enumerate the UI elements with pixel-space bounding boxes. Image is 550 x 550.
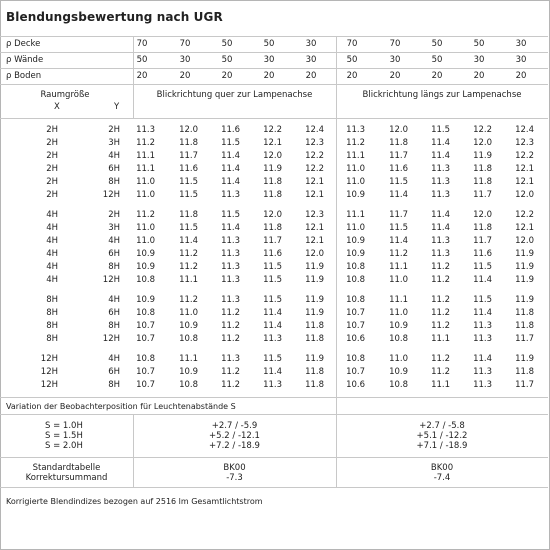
reflectance-value: 30 (473, 55, 485, 65)
ugr-value: 10.7 (136, 367, 155, 377)
ugr-value: 11.3 (221, 190, 240, 200)
row-x-value: 2H (46, 177, 58, 187)
ugr-value: 11.2 (221, 367, 240, 377)
ugr-value: 11.3 (221, 262, 240, 272)
ugr-value: 11.6 (473, 249, 492, 259)
ugr-value: 11.8 (305, 380, 324, 390)
row-y-value: 2H (108, 125, 120, 135)
reflectance-value: 20 (515, 71, 527, 81)
reflectance-value: 20 (473, 71, 485, 81)
ugr-value: 11.9 (263, 164, 282, 174)
ugr-value: 10.8 (389, 380, 408, 390)
ugr-value: 11.2 (221, 380, 240, 390)
ugr-value: 11.9 (305, 295, 324, 305)
ugr-value: 10.7 (346, 308, 365, 318)
reflectance-value: 50 (431, 39, 443, 49)
standard-table-label: Standardtabelle (32, 463, 101, 473)
row-y-value: 6H (108, 249, 120, 259)
ugr-value: 11.8 (179, 210, 198, 220)
ugr-value: 11.8 (305, 367, 324, 377)
ugr-value: 12.1 (263, 138, 282, 148)
row-x-value: 8H (46, 321, 58, 331)
ugr-value: 11.2 (431, 308, 450, 318)
ugr-value: 11.5 (431, 125, 450, 135)
ugr-value: 11.9 (305, 308, 324, 318)
ugr-value: 11.9 (515, 295, 534, 305)
ugr-value: 11.0 (136, 223, 155, 233)
variation-divider (0, 457, 548, 458)
ugr-value: 11.6 (179, 164, 198, 174)
ugr-value: 10.8 (179, 334, 198, 344)
ugr-value: 11.8 (305, 334, 324, 344)
ugr-value: 11.3 (473, 334, 492, 344)
standard-table-along: BK00 (430, 463, 454, 473)
ugr-value: 11.5 (473, 295, 492, 305)
ugr-value: 11.8 (179, 138, 198, 148)
row-x-value: 8H (46, 295, 58, 305)
ugr-value: 10.8 (389, 334, 408, 344)
row-x-value: 12H (40, 367, 58, 377)
x-header: X (54, 102, 60, 112)
reflectance-value: 20 (305, 71, 317, 81)
ugr-value: 11.5 (221, 210, 240, 220)
ugr-value: 12.3 (305, 210, 324, 220)
ugr-value: 10.9 (179, 321, 198, 331)
reflectance-value: 50 (221, 55, 233, 65)
ugr-value: 12.0 (263, 210, 282, 220)
ugr-value: 11.4 (431, 151, 450, 161)
row-divider (0, 68, 548, 69)
reflectance-value: 20 (431, 71, 443, 81)
ugr-value: 11.4 (431, 138, 450, 148)
reflectance-label: ρ Wände (6, 55, 44, 65)
ugr-value: 12.1 (305, 236, 324, 246)
reflectance-value: 50 (221, 39, 233, 49)
reflectance-value: 70 (346, 39, 358, 49)
ugr-value: 10.6 (346, 334, 365, 344)
ugr-value: 11.9 (515, 262, 534, 272)
row-y-value: 4H (108, 295, 120, 305)
ugr-value: 12.1 (515, 177, 534, 187)
ugr-value: 11.3 (263, 380, 282, 390)
ugr-value: 11.7 (515, 334, 534, 344)
ugr-value: 10.7 (136, 334, 155, 344)
ugr-value: 11.2 (221, 308, 240, 318)
ugr-value: 11.0 (136, 236, 155, 246)
ugr-value: 11.5 (473, 262, 492, 272)
ugr-value: 11.7 (389, 210, 408, 220)
row-y-value: 2H (108, 210, 120, 220)
row-x-value: 2H (46, 190, 58, 200)
ugr-value: 10.8 (136, 308, 155, 318)
reflectance-value: 30 (515, 55, 527, 65)
reflectance-value: 30 (389, 55, 401, 65)
ugr-value: 11.1 (389, 295, 408, 305)
ugr-value: 11.1 (136, 151, 155, 161)
ugr-value: 12.0 (515, 190, 534, 200)
ugr-value: 11.2 (389, 249, 408, 259)
ugr-value: 11.2 (179, 295, 198, 305)
row-divider (0, 52, 548, 53)
ugr-value: 11.8 (473, 177, 492, 187)
ugr-value: 11.8 (515, 321, 534, 331)
ugr-value: 11.4 (221, 177, 240, 187)
variation-cross-value: +7.2 / -18.9 (209, 441, 260, 451)
ugr-value: 12.2 (515, 151, 534, 161)
ugr-value: 11.1 (136, 164, 155, 174)
ugr-value: 10.8 (179, 380, 198, 390)
ugr-value: 11.1 (389, 262, 408, 272)
ugr-value: 12.1 (305, 223, 324, 233)
row-x-value: 8H (46, 308, 58, 318)
ugr-value: 11.7 (515, 380, 534, 390)
standard-divider (0, 487, 548, 488)
ugr-value: 11.9 (515, 354, 534, 364)
row-y-value: 12H (102, 334, 120, 344)
reflectance-value: 50 (346, 55, 358, 65)
ugr-value: 11.5 (263, 354, 282, 364)
table-bottom-divider (0, 397, 548, 398)
standard-table-cross: BK00 (223, 463, 246, 473)
correction-along: -7.4 (433, 473, 451, 483)
row-y-value: 4H (108, 354, 120, 364)
reflectance-value: 20 (346, 71, 358, 81)
ugr-value: 10.7 (346, 321, 365, 331)
ugr-value: 11.5 (389, 177, 408, 187)
ugr-value: 11.2 (136, 138, 155, 148)
ugr-value: 11.3 (431, 177, 450, 187)
ugr-value: 12.0 (515, 236, 534, 246)
ugr-value: 11.8 (473, 223, 492, 233)
reflectance-value: 50 (136, 55, 148, 65)
variation-along-value: +2.7 / -5.8 (419, 421, 465, 431)
ugr-value: 11.0 (346, 177, 365, 187)
ugr-value: 11.3 (431, 164, 450, 174)
reflectance-value: 50 (263, 39, 275, 49)
row-y-value: 6H (108, 164, 120, 174)
ugr-value: 11.4 (389, 236, 408, 246)
variation-along-value: +5.1 / -12.2 (416, 431, 468, 441)
row-x-value: 4H (46, 275, 58, 285)
ugr-value: 11.4 (431, 223, 450, 233)
ugr-value: 11.5 (263, 275, 282, 285)
ugr-value: 11.4 (473, 354, 492, 364)
ugr-value: 11.8 (305, 321, 324, 331)
ugr-value: 10.7 (346, 367, 365, 377)
reflectance-value: 70 (389, 39, 401, 49)
row-x-value: 4H (46, 262, 58, 272)
ugr-value: 10.9 (346, 190, 365, 200)
ugr-value: 12.1 (515, 223, 534, 233)
reflectance-value: 20 (136, 71, 148, 81)
direction-along-header: Blickrichtung längs zur Lampenachse (362, 90, 522, 100)
correction-label: Korrektursummand (25, 473, 108, 483)
ugr-value: 11.0 (389, 275, 408, 285)
ugr-value: 12.0 (263, 151, 282, 161)
ugr-value: 11.7 (473, 236, 492, 246)
ugr-value: 11.0 (389, 354, 408, 364)
title-divider (0, 36, 548, 37)
variation-cross-value: +5.2 / -12.1 (209, 431, 260, 441)
row-x-value: 2H (46, 138, 58, 148)
ugr-value: 11.4 (221, 223, 240, 233)
ugr-value: 12.3 (305, 138, 324, 148)
row-x-value: 12H (40, 354, 58, 364)
ugr-value: 11.8 (473, 164, 492, 174)
ugr-value: 11.3 (221, 236, 240, 246)
reflectance-value: 70 (179, 39, 191, 49)
ugr-value: 11.7 (473, 190, 492, 200)
reflectance-label: ρ Boden (6, 71, 42, 81)
ugr-value: 11.5 (389, 223, 408, 233)
reflectance-value: 70 (136, 39, 148, 49)
row-x-value: 2H (46, 151, 58, 161)
row-y-value: 6H (108, 367, 120, 377)
reflectance-value: 20 (263, 71, 275, 81)
row-y-value: 4H (108, 236, 120, 246)
ugr-value: 12.2 (515, 210, 534, 220)
spacing-label: S = 2.0H (45, 441, 83, 451)
row-y-value: 6H (108, 308, 120, 318)
ugr-value: 11.3 (431, 236, 450, 246)
reflectance-value: 30 (515, 39, 527, 49)
reflectance-value: 30 (179, 55, 191, 65)
ugr-value: 11.8 (389, 138, 408, 148)
ugr-value: 11.8 (263, 177, 282, 187)
ugr-value: 11.9 (473, 151, 492, 161)
ugr-value: 11.3 (431, 190, 450, 200)
ugr-value: 11.2 (136, 210, 155, 220)
ugr-value: 11.1 (179, 354, 198, 364)
ugr-value: 11.3 (221, 275, 240, 285)
half-divider (336, 36, 337, 487)
row-x-value: 2H (46, 164, 58, 174)
ugr-value: 11.4 (263, 308, 282, 318)
room-size-header: Raumgröße (40, 90, 90, 100)
row-x-value: 4H (46, 236, 58, 246)
ugr-value: 11.3 (346, 125, 365, 135)
variation-caption: Variation der Beobachterposition für Leuchtenabstände S (6, 402, 236, 411)
ugr-value: 11.2 (431, 275, 450, 285)
ugr-value: 11.5 (179, 190, 198, 200)
ugr-value: 11.2 (431, 321, 450, 331)
ugr-value: 11.5 (263, 295, 282, 305)
ugr-value: 11.0 (346, 223, 365, 233)
reflectance-value: 30 (263, 55, 275, 65)
ugr-value: 10.8 (346, 262, 365, 272)
reflectance-value: 30 (305, 55, 317, 65)
ugr-value: 10.8 (346, 275, 365, 285)
row-x-value: 8H (46, 334, 58, 344)
ugr-value: 12.4 (515, 125, 534, 135)
spacing-label: S = 1.5H (45, 431, 83, 441)
row-y-value: 8H (108, 262, 120, 272)
ugr-value: 12.4 (305, 125, 324, 135)
row-x-value: 4H (46, 210, 58, 220)
ugr-value: 10.9 (346, 249, 365, 259)
ugr-value: 10.9 (179, 367, 198, 377)
ugr-value: 11.3 (473, 367, 492, 377)
ugr-value: 10.9 (136, 295, 155, 305)
ugr-value: 11.2 (431, 295, 450, 305)
ugr-value: 11.2 (431, 354, 450, 364)
ugr-value: 11.5 (221, 138, 240, 148)
ugr-value: 11.6 (263, 249, 282, 259)
ugr-value: 11.0 (136, 177, 155, 187)
ugr-value: 11.2 (431, 262, 450, 272)
ugr-value: 12.0 (473, 210, 492, 220)
direction-cross-header: Blickrichtung quer zur Lampenachse (156, 90, 313, 100)
ugr-value: 12.2 (473, 125, 492, 135)
variation-along-value: +7.1 / -18.9 (416, 441, 468, 451)
variation-cross-value: +2.7 / -5.9 (211, 421, 258, 431)
ugr-value: 11.5 (179, 177, 198, 187)
ugr-value: 11.3 (473, 380, 492, 390)
ugr-value: 11.9 (305, 275, 324, 285)
ugr-value: 11.3 (431, 249, 450, 259)
variation-caption-divider (0, 414, 548, 415)
ugr-value: 11.1 (431, 334, 450, 344)
ugr-value: 10.8 (346, 354, 365, 364)
ugr-value: 11.4 (389, 190, 408, 200)
reflectance-label: ρ Decke (6, 39, 41, 49)
row-y-value: 4H (108, 151, 120, 161)
ugr-value: 11.0 (346, 164, 365, 174)
spacing-label: S = 1.0H (45, 421, 83, 431)
reflectance-value: 20 (179, 71, 191, 81)
row-y-value: 8H (108, 321, 120, 331)
ugr-value: 11.8 (263, 223, 282, 233)
ugr-value: 11.7 (263, 236, 282, 246)
ugr-value: 11.3 (136, 125, 155, 135)
ugr-value: 11.3 (221, 354, 240, 364)
ugr-value: 12.0 (473, 138, 492, 148)
ugr-value: 11.3 (221, 249, 240, 259)
row-x-value: 4H (46, 249, 58, 259)
ugr-value: 12.0 (389, 125, 408, 135)
ugr-value: 11.2 (179, 249, 198, 259)
ugr-value: 11.1 (179, 275, 198, 285)
ugr-value: 11.6 (221, 125, 240, 135)
ugr-value: 11.6 (389, 164, 408, 174)
ugr-value: 12.1 (305, 177, 324, 187)
ugr-value: 10.8 (136, 275, 155, 285)
ugr-value: 11.4 (221, 164, 240, 174)
ugr-value: 12.1 (305, 190, 324, 200)
ugr-value: 11.0 (389, 308, 408, 318)
reflectance-value: 20 (389, 71, 401, 81)
ugr-value: 10.8 (136, 354, 155, 364)
ugr-value: 11.2 (431, 367, 450, 377)
ugr-value: 11.3 (473, 321, 492, 331)
row-x-value: 12H (40, 380, 58, 390)
ugr-value: 11.4 (179, 236, 198, 246)
ugr-value: 10.6 (346, 380, 365, 390)
ugr-value: 11.3 (263, 334, 282, 344)
ugr-value: 11.0 (179, 308, 198, 318)
ugr-value: 11.2 (221, 321, 240, 331)
row-y-value: 3H (108, 223, 120, 233)
ugr-value: 11.9 (515, 275, 534, 285)
ugr-value: 11.9 (305, 354, 324, 364)
reflectance-value: 50 (473, 39, 485, 49)
ugr-value: 11.7 (179, 151, 198, 161)
ugr-value: 11.5 (179, 223, 198, 233)
header-divider (0, 118, 548, 119)
ugr-value: 11.1 (431, 380, 450, 390)
ugr-value: 11.4 (473, 308, 492, 318)
ugr-value: 10.9 (136, 249, 155, 259)
ugr-value: 12.3 (515, 138, 534, 148)
row-y-value: 3H (108, 138, 120, 148)
ugr-value: 11.4 (431, 210, 450, 220)
ugr-value: 10.7 (136, 380, 155, 390)
ugr-value: 10.9 (389, 321, 408, 331)
page-title: Blendungsbewertung nach UGR (6, 10, 223, 24)
ugr-value: 11.0 (136, 190, 155, 200)
ugr-value: 11.2 (346, 138, 365, 148)
ugr-value: 12.2 (305, 164, 324, 174)
ugr-value: 11.4 (263, 321, 282, 331)
ugr-value: 12.2 (305, 151, 324, 161)
ugr-value: 11.3 (221, 295, 240, 305)
reflectance-value: 20 (221, 71, 233, 81)
row-y-value: 12H (102, 275, 120, 285)
reflectance-value: 30 (305, 39, 317, 49)
correction-cross: -7.3 (226, 473, 243, 483)
ugr-value: 10.8 (346, 295, 365, 305)
ugr-value: 11.4 (263, 367, 282, 377)
ugr-value: 10.7 (136, 321, 155, 331)
ugr-value: 11.4 (473, 275, 492, 285)
ugr-value: 11.8 (515, 308, 534, 318)
reflectance-value: 50 (431, 55, 443, 65)
row-x-value: 2H (46, 125, 58, 135)
y-header: Y (114, 102, 120, 112)
row-y-value: 8H (108, 177, 120, 187)
ugr-value: 11.5 (263, 262, 282, 272)
ugr-value: 11.9 (515, 249, 534, 259)
ugr-value: 10.9 (136, 262, 155, 272)
row-y-value: 12H (102, 190, 120, 200)
ugr-value: 11.2 (179, 262, 198, 272)
ugr-value: 11.9 (305, 262, 324, 272)
ugr-value: 11.1 (346, 210, 365, 220)
row-y-value: 8H (108, 380, 120, 390)
ugr-value: 12.2 (263, 125, 282, 135)
ugr-value: 10.9 (346, 236, 365, 246)
ugr-value: 11.8 (263, 190, 282, 200)
ugr-value: 12.1 (515, 164, 534, 174)
ugr-value: 11.1 (346, 151, 365, 161)
ugr-value: 12.0 (305, 249, 324, 259)
row-divider (0, 84, 548, 85)
ugr-value: 11.2 (221, 334, 240, 344)
ugr-value: 12.0 (179, 125, 198, 135)
ugr-value: 11.4 (221, 151, 240, 161)
ugr-value: 10.9 (389, 367, 408, 377)
ugr-value: 11.8 (515, 367, 534, 377)
row-x-value: 4H (46, 223, 58, 233)
footer-note: Korrigierte Blendindizes bezogen auf 2516 lm Gesamtlichtstrom (6, 497, 263, 506)
ugr-value: 11.7 (389, 151, 408, 161)
